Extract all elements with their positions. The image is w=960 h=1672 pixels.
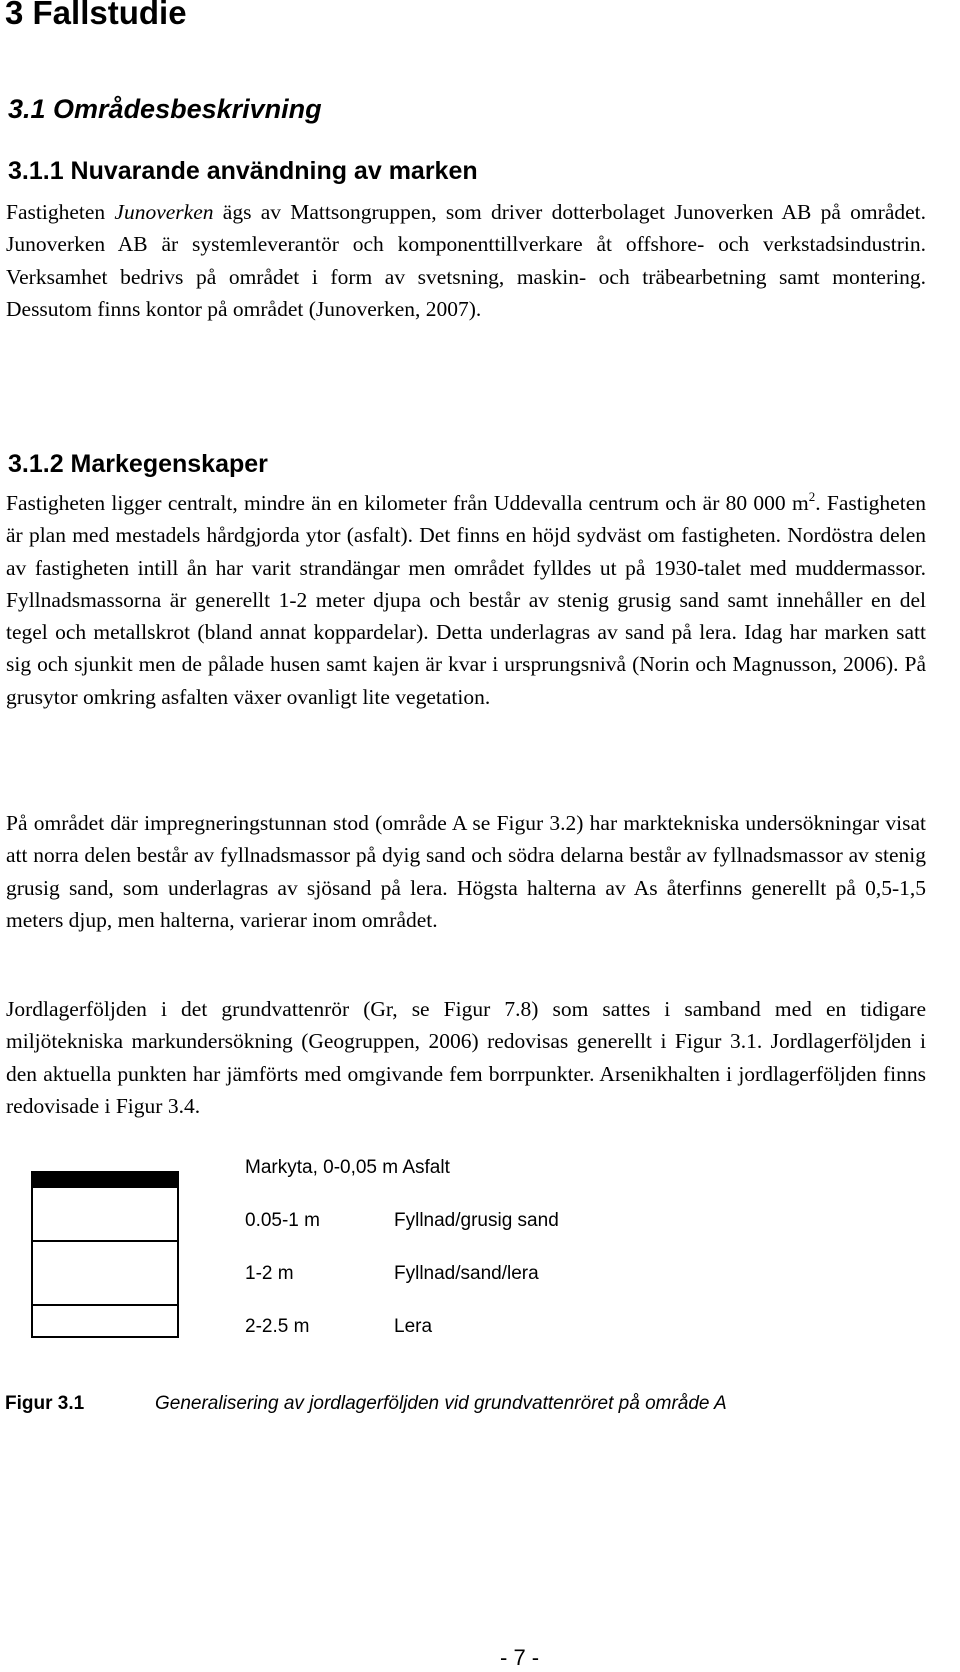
layer-depth: 0.05-1 m <box>245 1210 320 1231</box>
paragraph-usage <box>6 196 926 325</box>
paragraph-soil-properties <box>6 487 926 713</box>
figure-caption-text: Generalisering av jordlagerföljden vid grundvattenröret på område A <box>155 1393 727 1414</box>
chapter-heading: 3 Fallstudie <box>5 0 187 31</box>
layer-box-fill-gravel <box>31 1186 179 1242</box>
subsection-heading-soil: 3.1.2 Markegenskaper <box>8 450 268 478</box>
layer-depth: 2-2.5 m <box>245 1316 310 1337</box>
figure-caption-label: Figur 3.1 <box>5 1393 85 1414</box>
superscript: 2 <box>808 489 816 504</box>
layer-material: Lera <box>394 1316 433 1337</box>
layer-material: Fyllnad/grusig sand <box>394 1210 559 1231</box>
surface-label: Markyta, 0-0,05 m Asfalt <box>245 1157 450 1178</box>
paragraph-area-a: På området där impregneringstunnan stod (område A se Figur 3.2) har marktekniska undersökningar visat att norra delen består av fyllnadsmassor på dyig sand och södra delarna består av fyllnadsmassor av stenig grusig sand, som underlagras av sjösand på lera. Högsta halterna av As återfinns generellt på 0,5-1,5 meters djup, men halterna, varierar inom området. <box>6 811 926 932</box>
text-run: ägs av Mattsongruppen, som driver dotterbolaget Junoverken AB på området. Junoverken AB är systemleverantör och komponenttillverkare åt offshore- och verkstadsindustrin. Verksamhet bedrivs på området i form av svetsning, maskin- och träbearbetning samt montering. Dessutom finns kontor på området (Junoverken, 2007). <box>6 200 927 321</box>
asphalt-layer <box>31 1171 179 1187</box>
subsection-heading-usage: 3.1.1 Nuvarande användning av marken <box>8 157 478 185</box>
layer-box-fill-sand-clay <box>31 1240 179 1306</box>
text-run: . Fastigheten är plan med mestadels hårdgjorda ytor (asfalt). Det finns en höjd sydväst om fastigheten. Nordöstra delen av fastigheten intill ån har varit strandängar men området fylldes ut på 1930-talet med muddermassor. Fyllnadsmassorna är generellt 1-2 meter djupa och består av stenig grusig sand samt innehåller en del tegel och metallskrot (bland annat koppardelar). Detta underlagras av sand på lera. Idag har marken satt sig och sjunkit men de pålade husen samt kajen är kvar i ursprungsnivå (Norin och Magnusson, 2006). På grusytor omkring asfalten växer ovanligt lite vegetation. <box>6 491 926 709</box>
layer-depth: 1-2 m <box>245 1263 294 1284</box>
text-run: Fastigheten <box>6 200 115 224</box>
layer-box-clay <box>31 1304 179 1338</box>
company-name-italic: Junoverken <box>114 200 214 224</box>
paragraph-soil-profile: Jordlagerföljden i det grundvattenrör (Gr, se Figur 7.8) som sattes i samband med en tidigare miljötekniska markundersökning (Geogruppen, 2006) redovisas generellt i Figur 3.1. Jordlagerföljden i den aktuella punkten har jämförts med omgivande fem borrpunkter. Arsenikhalten i jordlagerföljden finns redovisade i Figur 3.4. <box>6 997 926 1118</box>
text-run: Fastigheten ligger centralt, mindre än en kilometer från Uddevalla centrum och är 80 000 m <box>6 491 809 515</box>
layer-material: Fyllnad/sand/lera <box>394 1263 539 1284</box>
page-number: - 7 - <box>500 1645 540 1670</box>
section-heading: 3.1 Områdesbeskrivning <box>8 94 322 124</box>
